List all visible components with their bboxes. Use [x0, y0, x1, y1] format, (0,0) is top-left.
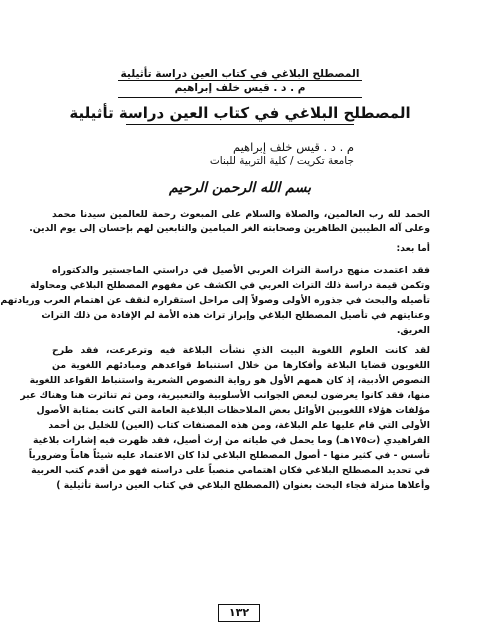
body-line: النصوص الأدبية، إذ كان همهم الأول هو رواية النصوص الشعرية واستنباط القواعد اللغوية [29, 375, 430, 386]
header-rule-top [118, 80, 362, 81]
body-line: الأولى التي قام عليها علم البلاغة، ومن هذه المصنفات كتاب (العين) للخليل بن أحمد [48, 420, 430, 431]
title-underline [126, 124, 354, 125]
body-line: فقد اعتمدت منهج دراسة التراث العربي الأصيل في دراستي الماجستير والدكتوراه [52, 265, 430, 276]
body-line: لقد كانت العلوم اللغوية البيت الذي نشأت البلاغة فيه وترعرعت، فقد طرح [52, 345, 430, 356]
author-name: م . د . قيس خلف إبراهيم [232, 140, 354, 154]
body-line: العريق. [396, 325, 430, 336]
body-line: الحمد لله رب العالمين، والصلاة والسلام على المبعوث رحمة للعالمين سيدنا محمد [52, 209, 430, 220]
author-affiliation: جامعة تكريت / كلية التربية للبنات [209, 155, 354, 167]
body-line: وتكمن قيمة دراسة ذلك التراث العربي في الكشف عن مفهوم المصطلح البلاغي ومحاولة [30, 280, 430, 291]
body-line: وأعلاها منزلة فجاء البحث بعنوان (المصطلح البلاغي في كتاب العين دراسة تأثيلية ) [56, 480, 430, 491]
body-line: وعلى آله الطيبين الطاهرين وصحابته الغر الميامين والتابعين لهم بإحسان إلى يوم الدين. [29, 223, 430, 234]
body-line: أما بعد: [396, 243, 430, 254]
body-line: في تحديد المصطلح البلاغي فكان اهتمامي منصباً على دراسته فهو من أقدم كتب العربية [31, 465, 430, 476]
header-rule-bottom [118, 97, 362, 98]
article-title: المصطلح البلاغي في كتاب العين دراسة تأثيلية [69, 104, 411, 122]
body-line: تأصيله والبحث في جذوره الأولى وصولاً إلى مراحل استقراره لنقف عن اهتمام العرب وريادتهم [0, 295, 430, 306]
running-head-author: م . د . قيس خلف إبراهيم [174, 82, 306, 94]
page-number: ١٣٢ [218, 604, 260, 622]
body-line: الفراهيدي (ت١٧٥هـ) وما يحمل في طياته من إرث أصيل، فقد ظهرت فيه إشارات بلاغية [33, 435, 430, 446]
body-line: اللغويون قضايا البلاغة وأفكارها من خلال استنباط قواعدهم ومبادئهم اللغوية من [52, 360, 430, 371]
body-line: مؤلفات هؤلاء اللغويين الأوائل بعض الملاحظات البلاغية العامة التي كانت بمثابة الأصول [36, 405, 430, 416]
body-line: وعنايتهم في تأصيل المصطلح البلاغي وإبراز تراث هذه الأمة لم الإفادة من ذلك التراث [41, 310, 430, 321]
running-head-title: المصطلح البلاغي في كتاب العين دراسة تأثيلية [120, 68, 360, 80]
body-line: منها، فقد كانوا يعرضون لبعض الجوانب الأسلوبية والتعبيرية، ومن ثم تناثرت هنا وهناك عبر [20, 390, 430, 401]
body-line: تأسس - في كثير منها - أصول المصطلح البلاغي لذا كان الاعتماد عليه شيئاً هاماً وضرورياً [28, 450, 430, 461]
basmala: بسم الله الرحمن الرحيم [169, 180, 311, 196]
